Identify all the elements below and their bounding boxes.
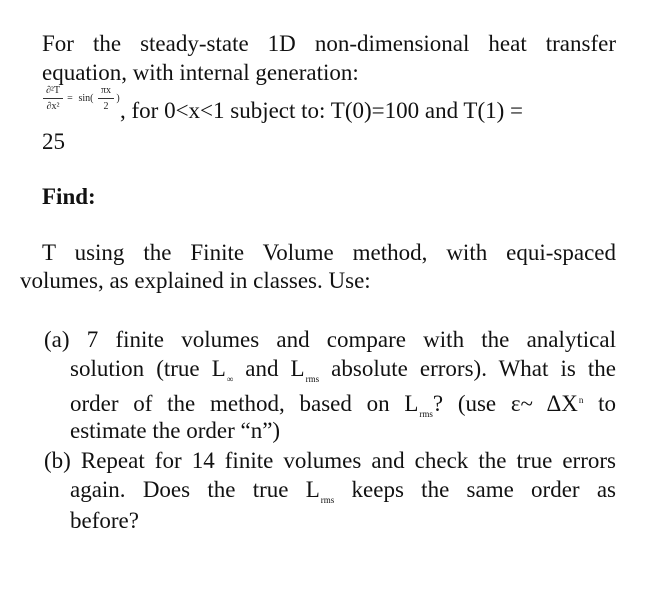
method-line-1: T using the Finite Volume method, with equi-spaced (42, 240, 616, 265)
l-rms-subscript: rms (419, 409, 433, 419)
part-a-text: absolute errors). What is the (331, 356, 617, 381)
part-a-line-4: estimate the order “n”) (70, 418, 281, 443)
arg-denominator: 2 (103, 101, 109, 112)
part-a-text: to (598, 391, 616, 416)
part-a-text: order of the method, based on L (70, 391, 419, 416)
part-b-line-1: (b) Repeat for 14 finite volumes and check the true errors (44, 448, 616, 473)
heat-equation (42, 84, 122, 120)
close-paren: ) (116, 93, 120, 104)
lhs-denominator: ∂x² (46, 101, 60, 112)
equals-sign: = (67, 93, 73, 104)
part-a-text: solution (true L (70, 356, 226, 381)
problem-line-1: For the steady-state 1D non-dimensional heat transfer (42, 31, 616, 56)
problem-line-2: equation, with internal generation: (42, 60, 359, 85)
find-heading: Find: (42, 184, 96, 209)
arg-numerator: πx (100, 85, 112, 96)
sin-function: sin( (78, 93, 94, 104)
part-b-line-3: before? (70, 508, 139, 533)
method-line-2: volumes, as explained in classes. Use: (20, 268, 371, 293)
lhs-fraction-bar (43, 98, 63, 99)
part-a-text: ? (use ε~ ΔX (432, 391, 578, 416)
lhs-numerator: ∂²T (45, 85, 61, 96)
part-b-text: keeps the same order as (351, 477, 616, 502)
part-b-line-2 (70, 476, 616, 514)
equation-conditions: , for 0<x<1 subject to: T(0)=100 and T(1) = (120, 98, 523, 123)
part-a-text: and L (245, 356, 305, 381)
part-a-line-1: (a) 7 finite volumes and compare with the analytical (44, 327, 616, 352)
l-rms-subscript: rms (305, 374, 320, 384)
n-superscript: n (578, 395, 584, 405)
problem-line-4: 25 (42, 129, 65, 154)
l-inf-subscript: ∞ (226, 374, 234, 384)
l-rms-subscript: rms (320, 495, 335, 505)
arg-fraction-bar (98, 98, 114, 99)
part-b-text: again. Does the true L (70, 477, 320, 502)
